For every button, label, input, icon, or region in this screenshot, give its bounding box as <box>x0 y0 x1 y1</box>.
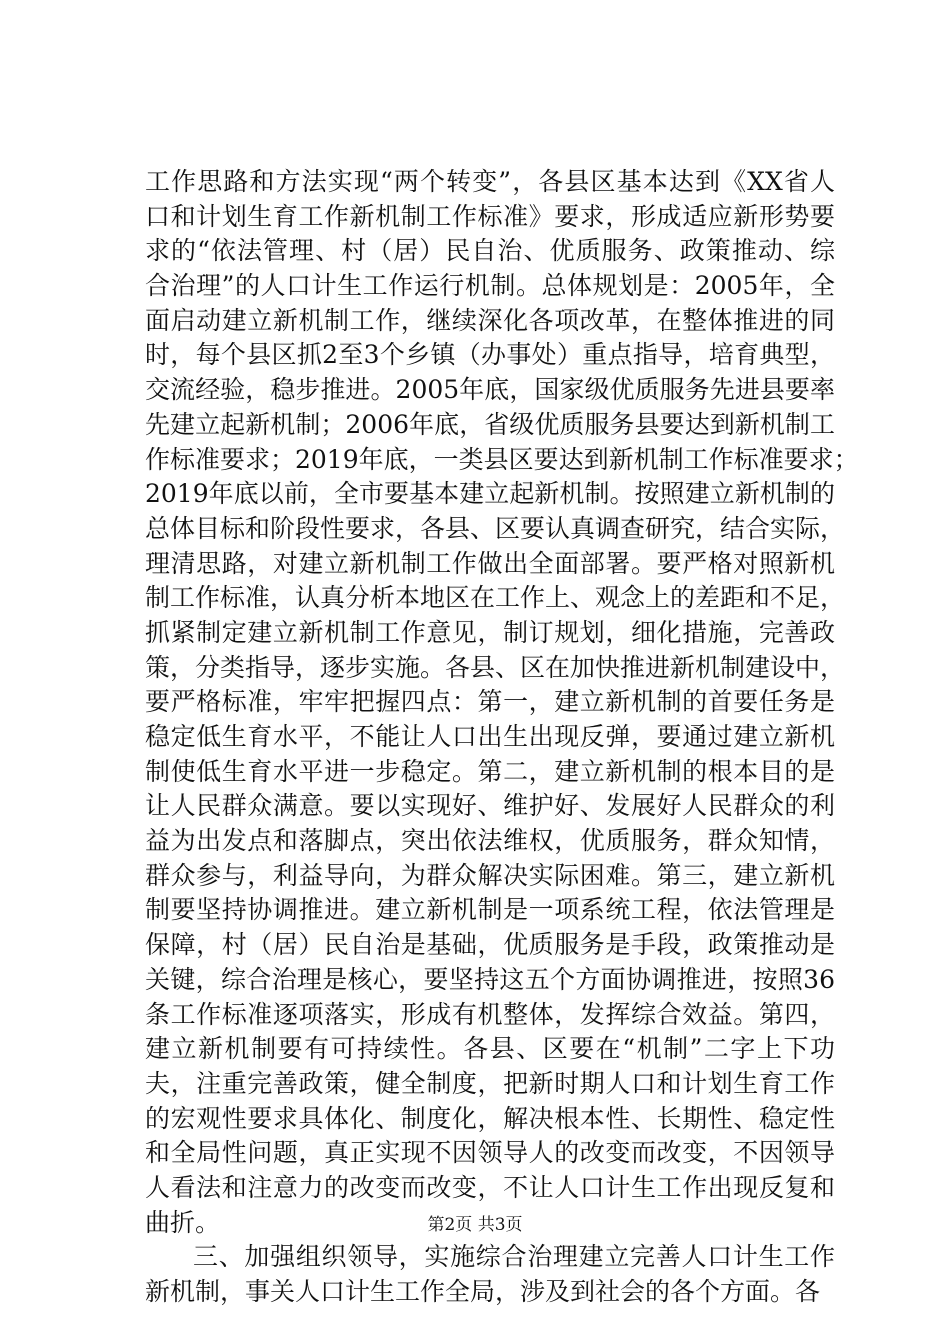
text-line: 让人民群众满意。要以实现好、维护好、发展好人民群众的利 <box>145 791 835 821</box>
text-line: 理清思路，对建立新机制工作做出全面部署。要严格对照新机 <box>145 548 835 578</box>
text-line: 和全局性问题，真正实现不因领导人的改变而改变，不因领导 <box>145 1138 835 1168</box>
text-line: 时，每个县区抓2至3个乡镇（办事处）重点指导，培育典型， <box>145 340 835 370</box>
paragraph <box>145 165 859 1240</box>
text-line: 2019年底以前，全市要基本建立起新机制。按照建立新机制的 <box>145 479 835 509</box>
text-line: 条工作标准逐项落实，形成有机整体，发挥综合效益。第四， <box>145 999 835 1029</box>
text-line: 建立新机制要有可持续性。各县、区要在“机制”二字上下功 <box>145 1034 835 1064</box>
text-line: 口和计划生育工作新机制工作标准》要求，形成适应新形势要 <box>145 201 835 231</box>
text-line: 曲折。 <box>145 1207 221 1237</box>
text-line: 的宏观性要求具体化、制度化，解决根本性、长期性、稳定性 <box>145 1103 835 1133</box>
text-line: 新机制，事关人口计生工作全局，涉及到社会的各个方面。各 <box>145 1277 821 1306</box>
text-line: 制工作标准，认真分析本地区在工作上、观念上的差距和不足， <box>145 583 846 613</box>
text-line: 总体目标和阶段性要求，各县、区要认真调查研究，结合实际， <box>145 513 846 543</box>
text-line: 抓紧制定建立新机制工作意见，制订规划，细化措施，完善政 <box>145 617 835 647</box>
text-line: 作标准要求；2019年底，一类县区要达到新机制工作标准要求； <box>145 444 859 474</box>
text-line: 合治理”的人口计生工作运行机制。总体规划是：2005年，全 <box>145 271 835 301</box>
text-line: 三、加强组织领导，实施综合治理建立完善人口计生工作 <box>193 1242 835 1272</box>
text-line: 先建立起新机制；2006年底，省级优质服务县要达到新机制工 <box>145 409 835 439</box>
text-line: 保障，村（居）民自治是基础，优质服务是手段，政策推动是 <box>145 930 835 960</box>
text-line: 交流经验，稳步推进。2005年底，国家级优质服务先进县要率 <box>145 375 835 405</box>
text-line: 面启动建立新机制工作，继续深化各项改革，在整体推进的同 <box>145 305 835 335</box>
text-line: 策，分类指导，逐步实施。各县、区在加快推进新机制建设中， <box>145 652 846 682</box>
text-line: 关键，综合治理是核心，要坚持这五个方面协调推进，按照36 <box>145 964 835 994</box>
document-body <box>145 165 859 1310</box>
page-number-label: 第2页 共3页 <box>427 1215 523 1235</box>
text-line: 工作思路和方法实现“两个转变”，各县区基本达到《XX省人 <box>145 167 835 196</box>
text-line: 要严格标准，牢牢把握四点：第一，建立新机制的首要任务是 <box>145 687 835 717</box>
page-footer <box>0 1213 950 1237</box>
text-line: 制要坚持协调推进。建立新机制是一项系统工程，依法管理是 <box>145 895 835 925</box>
text-line: 夫，注重完善政策，健全制度，把新时期人口和计划生育工作 <box>145 1068 835 1098</box>
text-line: 制使低生育水平进一步稳定。第二，建立新机制的根本目的是 <box>145 756 835 786</box>
paragraph <box>145 1240 835 1309</box>
text-line: 群众参与，利益导向，为群众解决实际困难。第三，建立新机 <box>145 860 835 890</box>
text-line: 人看法和注意力的改变而改变，不让人口计生工作出现反复和 <box>145 1172 835 1202</box>
text-line: 求的“依法管理、村（居）民自治、优质服务、政策推动、综 <box>145 236 835 266</box>
text-line: 益为出发点和落脚点，突出依法维权，优质服务，群众知情， <box>145 826 835 856</box>
text-line: 稳定低生育水平，不能让人口出生出现反弹，要通过建立新机 <box>145 722 835 751</box>
